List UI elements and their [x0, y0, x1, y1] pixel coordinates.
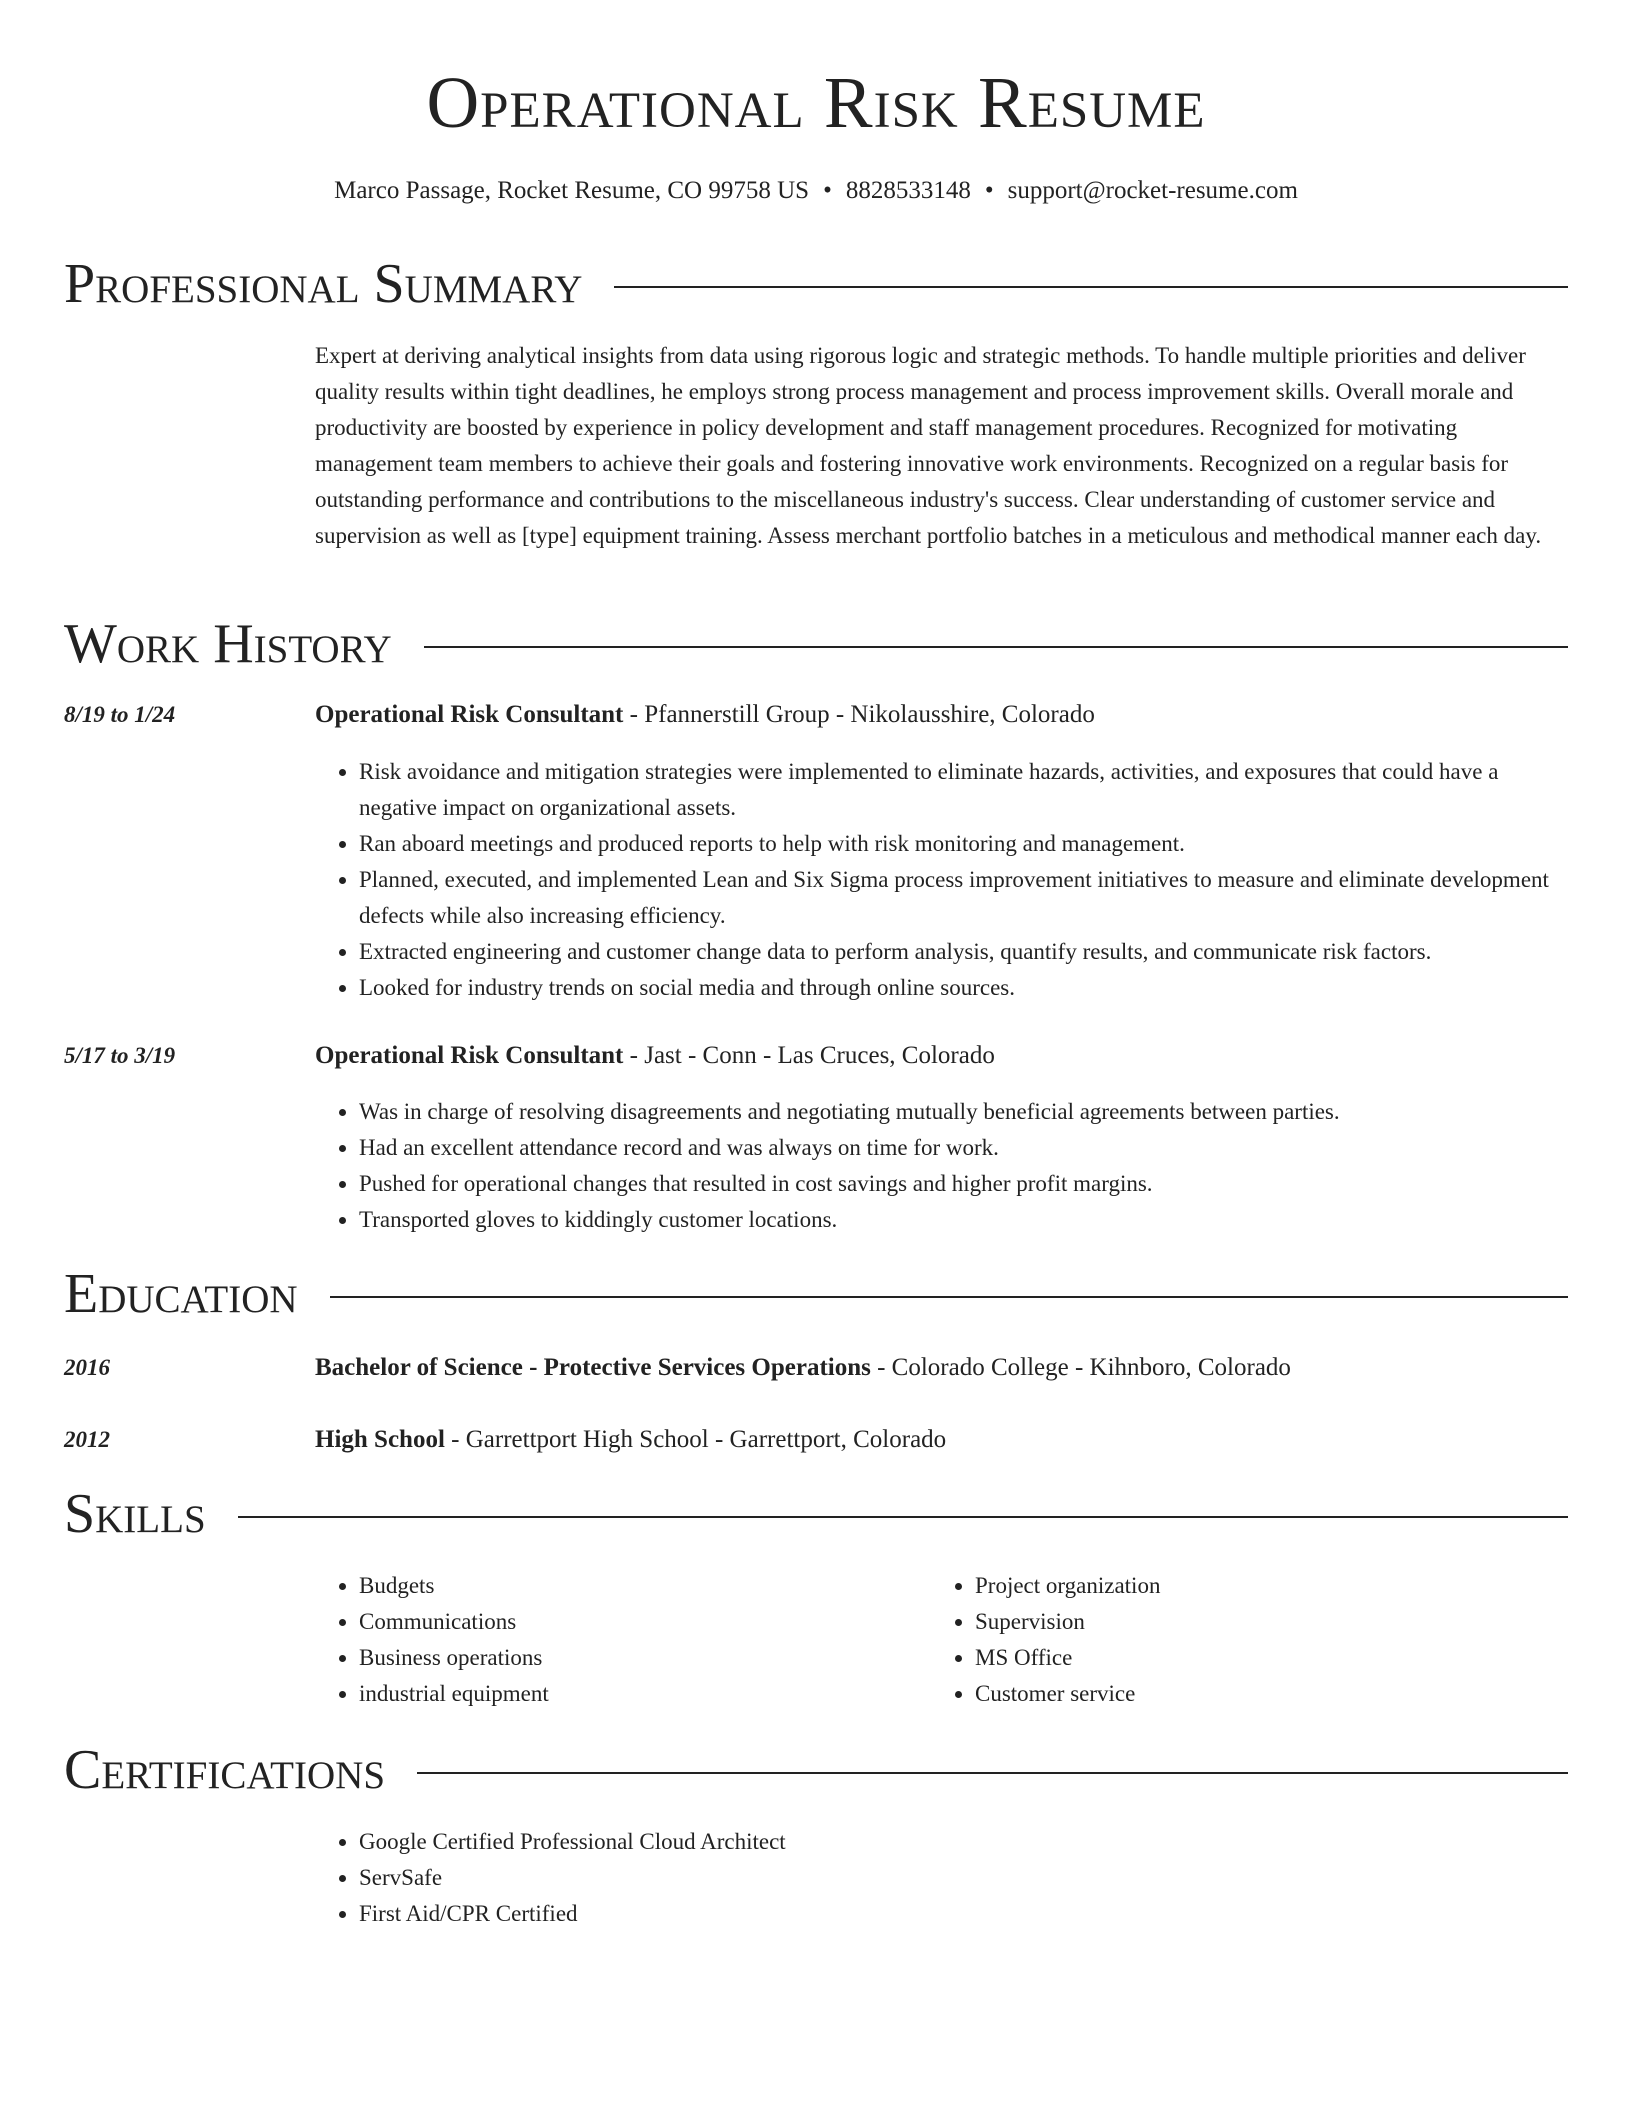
certification-item: • First Aid/CPR Certified: [359, 1896, 1568, 1932]
list-item: • Had an excellent attendance record and was always on time for work.: [359, 1130, 1568, 1166]
contact-separator: •: [984, 177, 994, 204]
skill-item: • Communications: [359, 1604, 915, 1640]
skill-item: • MS Office: [975, 1640, 1531, 1676]
list-item: • Risk avoidance and mitigation strategies were implemented to eliminate hazards, activities, and exposures that could have a negative impact on organizational assets.: [359, 754, 1568, 826]
section-title-summary: Professional Summary: [64, 253, 583, 315]
job-heading: [315, 697, 1095, 733]
skill-item: • Project organization: [975, 1568, 1531, 1604]
section-divider: [238, 1516, 1568, 1518]
list-item: • Pushed for operational changes that resulted in cost savings and higher profit margins.: [359, 1166, 1568, 1202]
skill-item: • Supervision: [975, 1604, 1531, 1640]
job-bullets: [315, 1094, 1568, 1238]
certifications-section-header: [64, 1738, 1568, 1802]
education-heading: [315, 1350, 1291, 1386]
section-title-work: Work History: [64, 613, 392, 675]
summary-text: Expert at deriving analytical insights from data using rigorous logic and strategic methods. To handle multiple priorities and deliver quality results within tight deadlines, he employs strong process management and process improvement skills. Overall morale and productivity are boosted by experience in policy development and staff management procedures. Recognized for motivating management team members to achieve their goals and fostering innovative work environments. Recognized on a regular basis for outstanding performance and contributions to the miscellaneous industry's success. Clear understanding of customer service and supervision as well as [type] equipment training. Assess merchant portfolio batches in a meticulous and methodical manner each day.: [315, 343, 1542, 548]
job-title: Operational Risk Consultant: [315, 701, 624, 728]
education-year: 2016: [64, 1355, 110, 1380]
job-details: - Pfannerstill Group - Nikolausshire, Colorado: [623, 701, 1095, 728]
skills-section-header: [64, 1482, 1568, 1546]
education-heading: [315, 1422, 946, 1458]
education-details: - Colorado College - Kihnboro, Colorado: [870, 1354, 1291, 1381]
education-section-header: [64, 1262, 1568, 1326]
section-divider: [417, 1772, 1568, 1774]
skill-item: • Budgets: [359, 1568, 915, 1604]
education-degree: High School: [315, 1426, 445, 1453]
section-title-skills: Skills: [64, 1483, 206, 1545]
list-item: • Was in charge of resolving disagreements and negotiating mutually beneficial agreements between parties.: [359, 1094, 1568, 1130]
section-divider: [424, 646, 1568, 648]
certifications-list: [315, 1824, 1568, 1932]
certification-item: • Google Certified Professional Cloud Architect: [359, 1824, 1568, 1860]
list-item: • Transported gloves to kiddingly customer locations.: [359, 1202, 1568, 1238]
skill-item: • Customer service: [975, 1676, 1531, 1712]
job-dates: 8/19 to 1/24: [64, 702, 176, 727]
section-divider: [330, 1296, 1568, 1298]
list-item: • Ran aboard meetings and produced reports to help with risk monitoring and management.: [359, 826, 1568, 862]
skill-item: • industrial equipment: [359, 1676, 915, 1712]
contact-phone: 8828533148: [845, 177, 971, 204]
list-item: • Looked for industry trends on social media and through online sources.: [359, 970, 1568, 1006]
section-divider: [614, 286, 1568, 288]
job-details: - Jast - Conn - Las Cruces, Colorado: [623, 1042, 995, 1069]
job-dates: 5/17 to 3/19: [64, 1043, 176, 1068]
skill-item: • Business operations: [359, 1640, 915, 1676]
job-heading: [315, 1038, 995, 1074]
education-degree: Bachelor of Science - Protective Services Operations: [315, 1354, 871, 1381]
contact-email: support@rocket-resume.com: [1007, 177, 1298, 204]
job-title: Operational Risk Consultant: [315, 1042, 624, 1069]
education-details: - Garrettport High School - Garrettport, Colorado: [444, 1426, 947, 1453]
certification-item: • ServSafe: [359, 1860, 1568, 1896]
section-title-certifications: Certifications: [64, 1739, 386, 1801]
resume-title: Operational Risk Resume: [426, 62, 1206, 143]
contact-address: Marco Passage, Rocket Resume, CO 99758 US: [334, 177, 810, 204]
list-item: • Extracted engineering and customer change data to perform analysis, quantify results, and communicate risk factors.: [359, 934, 1568, 970]
contact-separator: •: [823, 177, 832, 204]
summary-section-header: [64, 252, 1568, 316]
education-year: 2012: [64, 1427, 110, 1452]
skills-list-right: [931, 1568, 1531, 1712]
skills-list-left: [315, 1568, 915, 1712]
contact-line: [64, 174, 1568, 208]
work-section-header: [64, 612, 1568, 676]
section-title-education: Education: [64, 1263, 298, 1325]
list-item: • Planned, executed, and implemented Lean and Six Sigma process improvement initiatives to measure and eliminate development defects while also increasing efficiency.: [359, 862, 1568, 934]
job-bullets: [315, 754, 1568, 1006]
